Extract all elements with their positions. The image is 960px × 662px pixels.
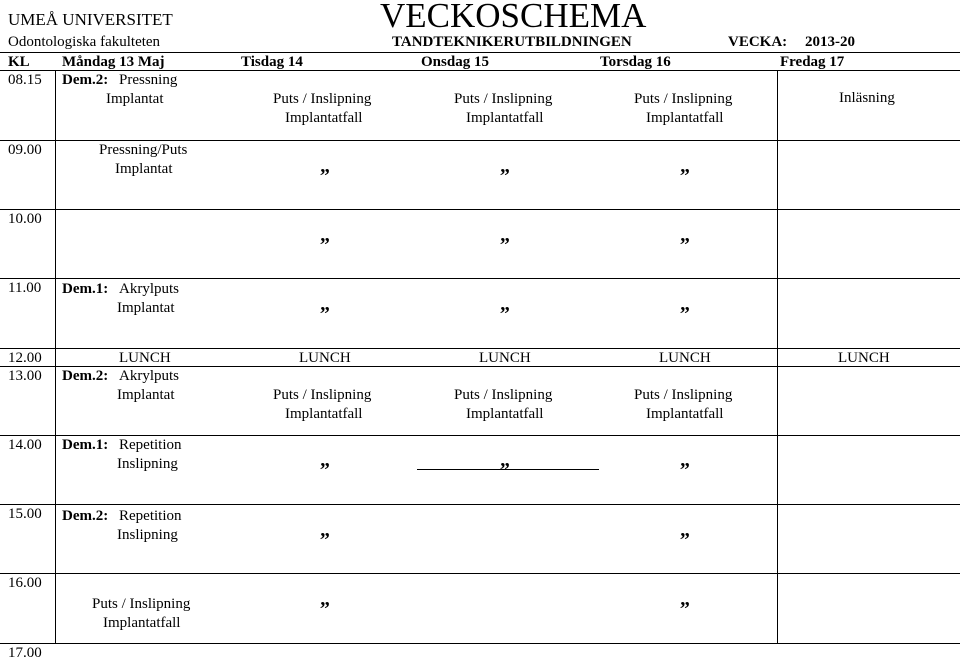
- ditto-mark: „: [500, 224, 510, 246]
- program-name: TANDTEKNIKERUTBILDNINGEN: [392, 34, 632, 50]
- activity-text: Implantatfall: [466, 110, 544, 126]
- time-label: 11.00: [8, 280, 42, 296]
- activity-text: Inläsning: [839, 90, 895, 106]
- ditto-mark: „: [680, 449, 690, 471]
- activity-text: Implantatfall: [466, 406, 544, 422]
- col-header-wednesday: Onsdag 15: [421, 54, 489, 70]
- activity-text: Puts / Inslipning: [454, 91, 553, 107]
- grid-line: [0, 52, 960, 53]
- time-label: 10.00: [8, 211, 42, 227]
- col-header-friday: Fredag 17: [780, 54, 845, 70]
- time-label: 08.15: [8, 72, 42, 88]
- ditto-mark: „: [680, 588, 690, 610]
- grid-line: [0, 209, 960, 210]
- week-label: VECKA:: [728, 34, 788, 50]
- ditto-mark: „: [320, 224, 330, 246]
- activity-text: Implantat: [106, 91, 164, 107]
- col-header-monday: Måndag 13 Maj: [62, 54, 165, 70]
- activity-text: Implantat: [115, 161, 173, 177]
- activity-text: Puts / Inslipning: [273, 91, 372, 107]
- demo-group-label: Dem.2:: [62, 72, 109, 88]
- grid-line: [0, 70, 960, 71]
- activity-text: Repetition: [119, 508, 182, 524]
- grid-line: [0, 504, 960, 505]
- ditto-mark: „: [320, 519, 330, 541]
- activity-text: Akrylputs: [119, 368, 179, 384]
- activity-text: Puts / Inslipning: [454, 387, 553, 403]
- ditto-mark: „: [320, 588, 330, 610]
- lunch-label: LUNCH: [838, 350, 890, 366]
- activity-text: Implantatfall: [285, 406, 363, 422]
- time-label: 15.00: [8, 506, 42, 522]
- activity-text: Puts / Inslipning: [634, 387, 733, 403]
- demo-group-label: Dem.1:: [62, 437, 109, 453]
- activity-text: Inslipning: [117, 456, 178, 472]
- activity-text: Implantatfall: [646, 110, 724, 126]
- ditto-mark: „: [500, 293, 510, 315]
- week-value: 2013-20: [805, 34, 855, 50]
- demo-group-label: Dem.2:: [62, 368, 109, 384]
- grid-line: [0, 573, 960, 574]
- activity-text: Implantatfall: [646, 406, 724, 422]
- ditto-mark: „: [320, 293, 330, 315]
- page-title: VECKOSCHEMA: [380, 0, 647, 35]
- activity-text: Implantatfall: [285, 110, 363, 126]
- activity-text: Implantat: [117, 300, 175, 316]
- university-name: UMEÅ UNIVERSITET: [8, 10, 173, 29]
- col-header-kl: KL: [8, 54, 30, 70]
- ditto-mark: „: [680, 224, 690, 246]
- lunch-label: LUNCH: [659, 350, 711, 366]
- demo-group-label: Dem.2:: [62, 508, 109, 524]
- activity-text: Inslipning: [117, 527, 178, 543]
- activity-text: Implantat: [117, 387, 175, 403]
- ditto-mark: „: [680, 519, 690, 541]
- activity-text: Repetition: [119, 437, 182, 453]
- ditto-mark: „: [680, 293, 690, 315]
- grid-line: [0, 140, 960, 141]
- time-label: 14.00: [8, 437, 42, 453]
- ditto-mark: „: [320, 449, 330, 471]
- activity-text: Puts / Inslipning: [92, 596, 191, 612]
- activity-text: Pressning/Puts: [99, 142, 188, 158]
- grid-line: [0, 643, 960, 644]
- grid-line: [777, 70, 778, 643]
- col-header-thursday: Torsdag 16: [600, 54, 671, 70]
- time-label: 16.00: [8, 575, 42, 591]
- grid-line: [0, 278, 960, 279]
- activity-text: Pressning: [119, 72, 178, 88]
- time-label: 12.00: [8, 350, 42, 366]
- time-label: 09.00: [8, 142, 42, 158]
- ditto-mark: „: [500, 155, 510, 177]
- activity-text: Puts / Inslipning: [634, 91, 733, 107]
- time-label: 13.00: [8, 368, 42, 384]
- demo-group-label: Dem.1:: [62, 281, 109, 297]
- grid-line: [0, 348, 960, 349]
- lunch-label: LUNCH: [299, 350, 351, 366]
- activity-text: Akrylputs: [119, 281, 179, 297]
- activity-text: Implantatfall: [103, 615, 181, 631]
- ditto-mark: „: [680, 155, 690, 177]
- faculty-name: Odontologiska fakulteten: [8, 34, 161, 50]
- ditto-mark: „: [500, 449, 510, 471]
- time-label: 17.00: [8, 645, 42, 661]
- lunch-label: LUNCH: [479, 350, 531, 366]
- ditto-mark: „: [320, 155, 330, 177]
- lunch-label: LUNCH: [119, 350, 171, 366]
- grid-line: [0, 435, 960, 436]
- activity-text: Puts / Inslipning: [273, 387, 372, 403]
- grid-line: [55, 70, 56, 643]
- col-header-tuesday: Tisdag 14: [241, 54, 303, 70]
